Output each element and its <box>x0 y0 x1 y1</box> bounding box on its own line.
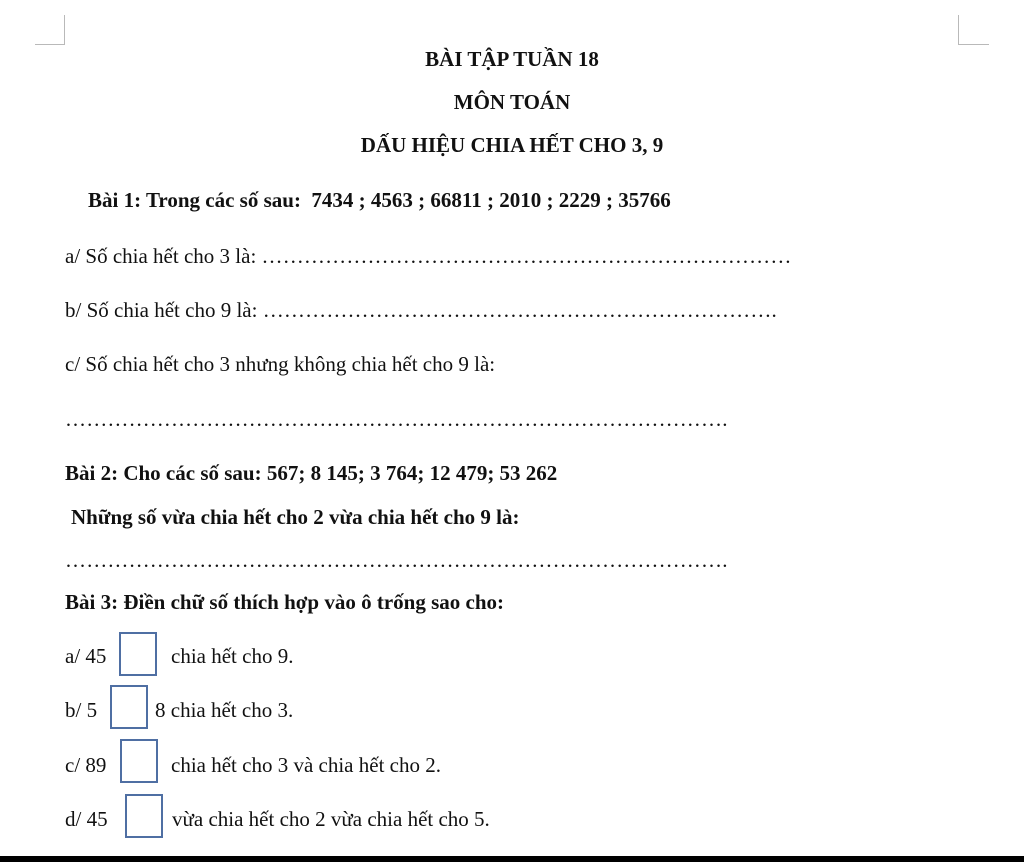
exercise-1a-label: a/ Số chia hết cho 3 là: <box>65 244 262 268</box>
exercise-3b-prefix: b/ 5 <box>65 698 98 722</box>
exercise-2-question: Những số vừa chia hết cho 2 vừa chia hết cho 9 là: <box>71 505 520 529</box>
title-topic: DẤU HIỆU CHIA HẾT CHO 3, 9 <box>360 133 664 157</box>
crop-mark-top-right <box>958 15 989 45</box>
exercise-3d-digit-box[interactable] <box>125 794 163 838</box>
exercise-2-answer-line[interactable]: …………………………………………………………………………………. <box>65 548 728 572</box>
exercise-3b-suffix: 8 chia hết cho 3. <box>155 698 294 722</box>
exercise-1b-answer-line[interactable]: ………………………………………………………………. <box>262 298 777 322</box>
exercise-3c-prefix: c/ 89 <box>65 753 107 777</box>
exercise-1b-label: b/ Số chia hết cho 9 là: <box>65 298 263 322</box>
exercise-3c-suffix: chia hết cho 3 và chia hết cho 2. <box>171 753 441 777</box>
exercise-3a-suffix: chia hết cho 9. <box>171 644 294 668</box>
exercise-3d-prefix: d/ 45 <box>65 807 108 831</box>
exercise-1c-answer-line[interactable]: …………………………………………………………………………………. <box>65 407 728 431</box>
bottom-border <box>0 856 1024 862</box>
exercise-1-heading: Bài 1: Trong các số sau: 7434 ; 4563 ; 66811 ; 2010 ; 2229 ; 35766 <box>88 188 671 212</box>
exercise-2-heading: Bài 2: Cho các số sau: 567; 8 145; 3 764; 12 479; 53 262 <box>65 461 558 485</box>
exercise-3b-digit-box[interactable] <box>110 685 148 729</box>
exercise-3a-digit-box[interactable] <box>119 632 157 676</box>
crop-mark-top-left <box>35 15 65 45</box>
exercise-3d-suffix: vừa chia hết cho 2 vừa chia hết cho 5. <box>172 807 490 831</box>
exercise-1a <box>65 243 792 269</box>
exercise-3c-digit-box[interactable] <box>120 739 158 783</box>
exercise-3-heading: Bài 3: Điền chữ số thích hợp vào ô trống sao cho: <box>65 590 505 614</box>
exercise-1c-label: c/ Số chia hết cho 3 nhưng không chia hết cho 9 là: <box>65 352 496 376</box>
title-subject: MÔN TOÁN <box>453 90 571 114</box>
exercise-3a-prefix: a/ 45 <box>65 644 107 668</box>
title-week: BÀI TẬP TUẦN 18 <box>425 47 599 71</box>
exercise-1a-answer-line[interactable]: ………………………………………………………………… <box>261 244 792 268</box>
exercise-1b <box>65 297 777 323</box>
